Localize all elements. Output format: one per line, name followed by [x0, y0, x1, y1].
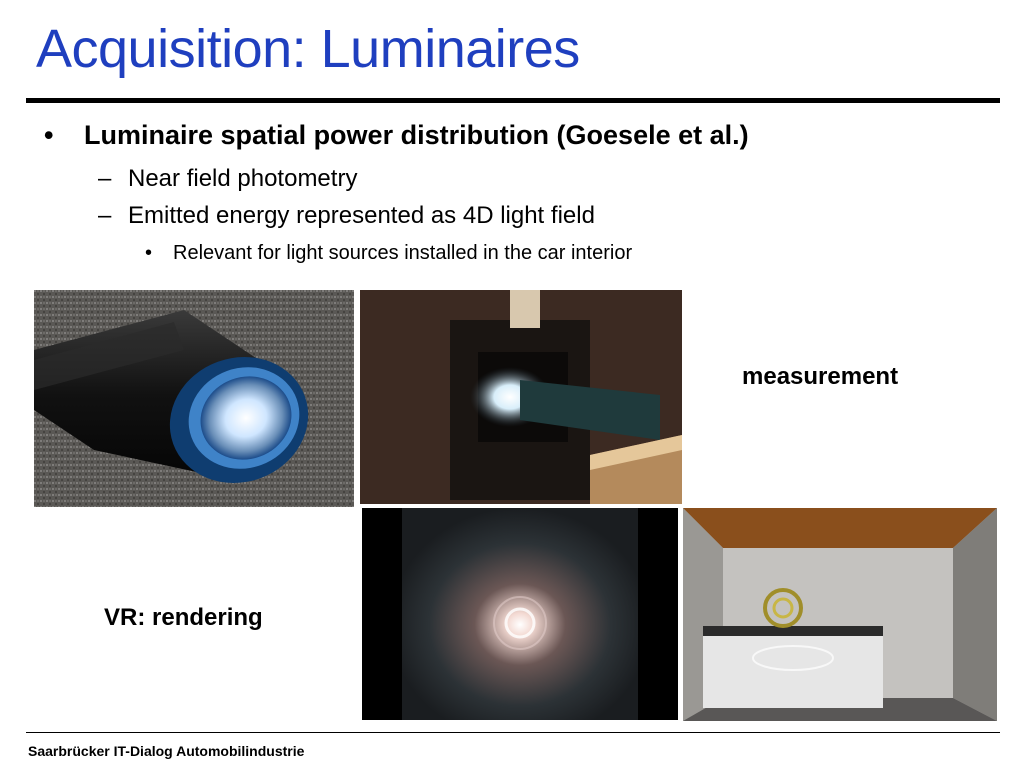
caption-rendering: VR: rendering [104, 604, 263, 631]
slide-title: Acquisition: Luminaires [36, 19, 580, 79]
bullet-marker: – [98, 202, 112, 229]
footer-divider [26, 732, 1000, 733]
bullet-text: Luminaire spatial power distribution (Goesele et al.) [84, 120, 749, 150]
bullet-marker: • [145, 242, 153, 264]
title-divider [26, 98, 1000, 103]
measurement-setup-photo [360, 290, 682, 504]
bullet-text: Near field photometry [128, 165, 358, 192]
rendered-room-photo [683, 508, 997, 721]
footer-text: Saarbrücker IT-Dialog Automobilindustrie [28, 743, 305, 759]
light-field-photo [362, 508, 678, 720]
bullet-text: Relevant for light sources installed in the car interior [173, 242, 633, 264]
bullet-marker: • [44, 120, 54, 150]
caption-measurement: measurement [742, 363, 899, 390]
bullet-text: Emitted energy represented as 4D light field [128, 202, 595, 229]
flashlight-photo [34, 290, 354, 507]
bullet-marker: – [98, 165, 112, 192]
